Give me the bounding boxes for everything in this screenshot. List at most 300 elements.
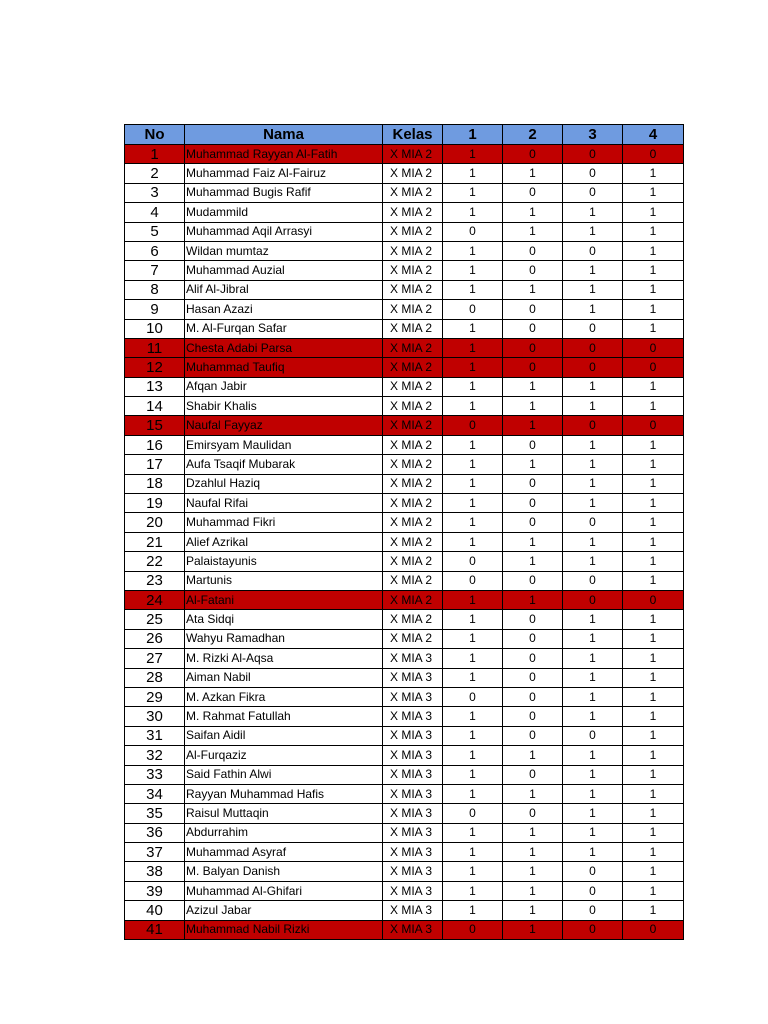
score-cell-4: 1 xyxy=(623,707,684,726)
score-cell-4: 1 xyxy=(623,765,684,784)
student-class: X MIA 2 xyxy=(383,590,443,609)
score-cell-4: 1 xyxy=(623,319,684,338)
student-name: M. Balyan Danish xyxy=(185,862,383,881)
row-number: 32 xyxy=(125,746,185,765)
student-class: X MIA 3 xyxy=(383,649,443,668)
score-cell-4: 0 xyxy=(623,358,684,377)
table-header xyxy=(125,125,684,145)
score-cell-4: 1 xyxy=(623,649,684,668)
table-row xyxy=(125,397,684,416)
table-row xyxy=(125,784,684,803)
student-name: Dzahlul Haziq xyxy=(185,474,383,493)
score-cell-1: 1 xyxy=(443,338,503,357)
score-cell-4: 1 xyxy=(623,881,684,900)
student-class: X MIA 3 xyxy=(383,901,443,920)
row-number: 25 xyxy=(125,610,185,629)
student-name: Palaistayunis xyxy=(185,552,383,571)
score-cell-3: 1 xyxy=(563,707,623,726)
score-cell-1: 1 xyxy=(443,183,503,202)
score-cell-1: 1 xyxy=(443,455,503,474)
score-cell-4: 0 xyxy=(623,590,684,609)
score-cell-2: 0 xyxy=(503,358,563,377)
student-class: X MIA 3 xyxy=(383,804,443,823)
table-row xyxy=(125,901,684,920)
student-name: Al-Furqaziz xyxy=(185,746,383,765)
score-cell-3: 1 xyxy=(563,668,623,687)
table-row xyxy=(125,358,684,377)
score-cell-3: 0 xyxy=(563,338,623,357)
score-cell-4: 1 xyxy=(623,494,684,513)
row-number: 38 xyxy=(125,862,185,881)
score-cell-1: 1 xyxy=(443,164,503,183)
score-cell-2: 1 xyxy=(503,397,563,416)
table-row xyxy=(125,823,684,842)
score-cell-1: 1 xyxy=(443,843,503,862)
score-cell-4: 1 xyxy=(623,261,684,280)
score-cell-3: 1 xyxy=(563,494,623,513)
score-cell-4: 1 xyxy=(623,726,684,745)
score-cell-4: 1 xyxy=(623,183,684,202)
score-cell-2: 0 xyxy=(503,145,563,164)
score-cell-1: 1 xyxy=(443,474,503,493)
score-cell-1: 0 xyxy=(443,416,503,435)
student-class: X MIA 2 xyxy=(383,532,443,551)
score-cell-4: 1 xyxy=(623,687,684,706)
score-cell-3: 1 xyxy=(563,280,623,299)
score-cell-4: 1 xyxy=(623,571,684,590)
student-class: X MIA 2 xyxy=(383,513,443,532)
score-cell-4: 1 xyxy=(623,222,684,241)
score-cell-3: 1 xyxy=(563,377,623,396)
student-name: Wahyu Ramadhan xyxy=(185,629,383,648)
score-cell-4: 1 xyxy=(623,455,684,474)
score-cell-2: 1 xyxy=(503,823,563,842)
table-row xyxy=(125,164,684,183)
student-name: Muhammad Nabil Rizki xyxy=(185,920,383,939)
table-row xyxy=(125,765,684,784)
row-number: 4 xyxy=(125,203,185,222)
score-cell-1: 1 xyxy=(443,668,503,687)
score-cell-1: 1 xyxy=(443,319,503,338)
score-cell-3: 1 xyxy=(563,532,623,551)
student-name: Rayyan Muhammad Hafis xyxy=(185,784,383,803)
student-name: Muhammad Bugis Rafif xyxy=(185,183,383,202)
score-cell-1: 0 xyxy=(443,300,503,319)
score-cell-3: 1 xyxy=(563,435,623,454)
score-cell-2: 0 xyxy=(503,668,563,687)
score-cell-1: 0 xyxy=(443,687,503,706)
row-number: 7 xyxy=(125,261,185,280)
student-class: X MIA 3 xyxy=(383,668,443,687)
student-class: X MIA 2 xyxy=(383,280,443,299)
row-number: 27 xyxy=(125,649,185,668)
table-row xyxy=(125,435,684,454)
score-cell-2: 0 xyxy=(503,707,563,726)
header-col-1: 1 xyxy=(443,125,503,145)
header-kelas: Kelas xyxy=(383,125,443,145)
student-name: Aiman Nabil xyxy=(185,668,383,687)
table-row xyxy=(125,571,684,590)
table-row xyxy=(125,804,684,823)
student-name: Mudammild xyxy=(185,203,383,222)
header-row xyxy=(125,125,684,145)
table-row xyxy=(125,552,684,571)
score-cell-4: 1 xyxy=(623,397,684,416)
student-name: M. Al-Furqan Safar xyxy=(185,319,383,338)
table-row xyxy=(125,338,684,357)
score-cell-3: 0 xyxy=(563,358,623,377)
row-number: 31 xyxy=(125,726,185,745)
student-class: X MIA 2 xyxy=(383,377,443,396)
student-class: X MIA 3 xyxy=(383,726,443,745)
table-row xyxy=(125,687,684,706)
student-class: X MIA 2 xyxy=(383,474,443,493)
score-cell-3: 1 xyxy=(563,203,623,222)
student-class: X MIA 2 xyxy=(383,338,443,357)
student-class: X MIA 2 xyxy=(383,203,443,222)
table-row xyxy=(125,726,684,745)
score-cell-2: 1 xyxy=(503,455,563,474)
score-cell-2: 0 xyxy=(503,513,563,532)
score-cell-1: 1 xyxy=(443,397,503,416)
table-row xyxy=(125,862,684,881)
score-cell-3: 0 xyxy=(563,726,623,745)
student-class: X MIA 2 xyxy=(383,629,443,648)
score-cell-2: 1 xyxy=(503,881,563,900)
row-number: 30 xyxy=(125,707,185,726)
score-cell-2: 0 xyxy=(503,183,563,202)
student-name: Naufal Rifai xyxy=(185,494,383,513)
score-cell-1: 1 xyxy=(443,629,503,648)
student-name: Said Fathin Alwi xyxy=(185,765,383,784)
student-class: X MIA 3 xyxy=(383,784,443,803)
student-score-table xyxy=(124,124,684,940)
score-cell-2: 0 xyxy=(503,726,563,745)
table-row xyxy=(125,590,684,609)
student-name: M. Azkan Fikra xyxy=(185,687,383,706)
header-col-4: 4 xyxy=(623,125,684,145)
student-class: X MIA 2 xyxy=(383,164,443,183)
score-cell-2: 1 xyxy=(503,164,563,183)
score-cell-2: 1 xyxy=(503,552,563,571)
score-cell-1: 1 xyxy=(443,377,503,396)
table-row xyxy=(125,241,684,260)
score-cell-1: 1 xyxy=(443,862,503,881)
score-cell-3: 1 xyxy=(563,474,623,493)
score-cell-1: 1 xyxy=(443,707,503,726)
student-name: Muhammad Rayyan Al-Fatih xyxy=(185,145,383,164)
table-row xyxy=(125,474,684,493)
score-cell-3: 1 xyxy=(563,784,623,803)
score-cell-1: 1 xyxy=(443,726,503,745)
score-cell-4: 1 xyxy=(623,843,684,862)
row-number: 17 xyxy=(125,455,185,474)
student-name: Wildan mumtaz xyxy=(185,241,383,260)
student-class: X MIA 3 xyxy=(383,687,443,706)
score-cell-4: 1 xyxy=(623,862,684,881)
student-class: X MIA 2 xyxy=(383,610,443,629)
score-cell-3: 0 xyxy=(563,183,623,202)
score-cell-3: 1 xyxy=(563,610,623,629)
student-class: X MIA 2 xyxy=(383,222,443,241)
score-cell-2: 1 xyxy=(503,222,563,241)
student-name: Shabir Khalis xyxy=(185,397,383,416)
student-name: Raisul Muttaqin xyxy=(185,804,383,823)
score-cell-1: 1 xyxy=(443,261,503,280)
score-cell-2: 0 xyxy=(503,435,563,454)
row-number: 26 xyxy=(125,629,185,648)
score-cell-2: 1 xyxy=(503,862,563,881)
score-cell-3: 0 xyxy=(563,901,623,920)
score-cell-4: 1 xyxy=(623,474,684,493)
row-number: 41 xyxy=(125,920,185,939)
student-class: X MIA 2 xyxy=(383,397,443,416)
score-cell-3: 1 xyxy=(563,300,623,319)
score-cell-3: 0 xyxy=(563,571,623,590)
score-cell-3: 1 xyxy=(563,649,623,668)
student-name: M. Rahmat Fatullah xyxy=(185,707,383,726)
score-cell-4: 1 xyxy=(623,629,684,648)
score-cell-4: 1 xyxy=(623,203,684,222)
student-class: X MIA 2 xyxy=(383,455,443,474)
score-cell-1: 1 xyxy=(443,784,503,803)
table-row xyxy=(125,668,684,687)
table-row xyxy=(125,532,684,551)
table-row xyxy=(125,746,684,765)
row-number: 33 xyxy=(125,765,185,784)
student-name: Alief Azrikal xyxy=(185,532,383,551)
header-col-2: 2 xyxy=(503,125,563,145)
row-number: 39 xyxy=(125,881,185,900)
header-no: No xyxy=(125,125,185,145)
table-row xyxy=(125,377,684,396)
score-cell-3: 1 xyxy=(563,823,623,842)
score-cell-4: 1 xyxy=(623,300,684,319)
score-cell-2: 1 xyxy=(503,377,563,396)
score-cell-2: 1 xyxy=(503,532,563,551)
score-cell-4: 1 xyxy=(623,823,684,842)
score-cell-1: 1 xyxy=(443,610,503,629)
row-number: 5 xyxy=(125,222,185,241)
score-cell-3: 1 xyxy=(563,629,623,648)
row-number: 37 xyxy=(125,843,185,862)
table-row xyxy=(125,920,684,939)
score-cell-4: 1 xyxy=(623,377,684,396)
row-number: 1 xyxy=(125,145,185,164)
score-cell-4: 1 xyxy=(623,746,684,765)
row-number: 23 xyxy=(125,571,185,590)
score-cell-1: 1 xyxy=(443,901,503,920)
score-cell-2: 0 xyxy=(503,610,563,629)
score-cell-4: 1 xyxy=(623,532,684,551)
row-number: 2 xyxy=(125,164,185,183)
table-row xyxy=(125,300,684,319)
score-cell-1: 0 xyxy=(443,552,503,571)
score-cell-1: 1 xyxy=(443,513,503,532)
score-cell-2: 1 xyxy=(503,920,563,939)
student-name: Martunis xyxy=(185,571,383,590)
student-name: Muhammad Fikri xyxy=(185,513,383,532)
row-number: 10 xyxy=(125,319,185,338)
table-row xyxy=(125,455,684,474)
score-cell-3: 0 xyxy=(563,319,623,338)
score-cell-4: 1 xyxy=(623,610,684,629)
score-cell-2: 0 xyxy=(503,338,563,357)
student-name: Emirsyam Maulidan xyxy=(185,435,383,454)
score-cell-4: 0 xyxy=(623,416,684,435)
score-cell-1: 1 xyxy=(443,435,503,454)
score-cell-3: 0 xyxy=(563,881,623,900)
score-cell-2: 1 xyxy=(503,901,563,920)
score-cell-1: 1 xyxy=(443,765,503,784)
student-class: X MIA 2 xyxy=(383,358,443,377)
score-cell-4: 1 xyxy=(623,804,684,823)
student-name: Azizul Jabar xyxy=(185,901,383,920)
score-cell-1: 1 xyxy=(443,532,503,551)
row-number: 12 xyxy=(125,358,185,377)
score-cell-3: 1 xyxy=(563,804,623,823)
row-number: 6 xyxy=(125,241,185,260)
score-cell-2: 0 xyxy=(503,571,563,590)
score-cell-3: 0 xyxy=(563,590,623,609)
header-col-3: 3 xyxy=(563,125,623,145)
student-class: X MIA 3 xyxy=(383,920,443,939)
score-cell-3: 1 xyxy=(563,397,623,416)
score-cell-1: 0 xyxy=(443,222,503,241)
score-cell-2: 0 xyxy=(503,241,563,260)
student-name: Muhammad Asyraf xyxy=(185,843,383,862)
score-cell-4: 1 xyxy=(623,164,684,183)
score-cell-4: 1 xyxy=(623,901,684,920)
student-name: Aufa Tsaqif Mubarak xyxy=(185,455,383,474)
score-cell-1: 1 xyxy=(443,590,503,609)
score-cell-3: 1 xyxy=(563,746,623,765)
student-class: X MIA 2 xyxy=(383,183,443,202)
table-row xyxy=(125,881,684,900)
score-cell-2: 1 xyxy=(503,746,563,765)
score-cell-2: 0 xyxy=(503,319,563,338)
student-name: M. Rizki Al-Aqsa xyxy=(185,649,383,668)
row-number: 36 xyxy=(125,823,185,842)
student-name: Ata Sidqi xyxy=(185,610,383,629)
score-cell-4: 1 xyxy=(623,784,684,803)
student-class: X MIA 2 xyxy=(383,145,443,164)
table-row xyxy=(125,494,684,513)
score-cell-3: 0 xyxy=(563,920,623,939)
score-cell-3: 0 xyxy=(563,416,623,435)
row-number: 21 xyxy=(125,532,185,551)
score-cell-2: 0 xyxy=(503,261,563,280)
score-cell-4: 1 xyxy=(623,668,684,687)
score-cell-2: 0 xyxy=(503,687,563,706)
score-cell-3: 0 xyxy=(563,862,623,881)
score-cell-2: 0 xyxy=(503,494,563,513)
table-row xyxy=(125,222,684,241)
score-cell-4: 1 xyxy=(623,280,684,299)
table-row xyxy=(125,261,684,280)
score-cell-4: 1 xyxy=(623,513,684,532)
score-cell-1: 1 xyxy=(443,494,503,513)
table-row xyxy=(125,416,684,435)
score-cell-3: 0 xyxy=(563,241,623,260)
row-number: 29 xyxy=(125,687,185,706)
student-class: X MIA 2 xyxy=(383,571,443,590)
row-number: 14 xyxy=(125,397,185,416)
student-class: X MIA 3 xyxy=(383,765,443,784)
score-cell-1: 1 xyxy=(443,203,503,222)
score-cell-3: 1 xyxy=(563,765,623,784)
score-cell-1: 0 xyxy=(443,804,503,823)
score-cell-3: 1 xyxy=(563,222,623,241)
table-row xyxy=(125,649,684,668)
student-name: Al-Fatani xyxy=(185,590,383,609)
table-row xyxy=(125,203,684,222)
table-row xyxy=(125,610,684,629)
score-cell-2: 1 xyxy=(503,203,563,222)
score-cell-2: 1 xyxy=(503,784,563,803)
student-class: X MIA 3 xyxy=(383,823,443,842)
row-number: 11 xyxy=(125,338,185,357)
score-cell-1: 0 xyxy=(443,920,503,939)
score-cell-1: 1 xyxy=(443,358,503,377)
score-cell-2: 0 xyxy=(503,765,563,784)
row-number: 35 xyxy=(125,804,185,823)
score-cell-3: 1 xyxy=(563,552,623,571)
student-name: Hasan Azazi xyxy=(185,300,383,319)
table-row xyxy=(125,319,684,338)
score-cell-1: 1 xyxy=(443,746,503,765)
student-class: X MIA 3 xyxy=(383,707,443,726)
student-class: X MIA 2 xyxy=(383,552,443,571)
row-number: 28 xyxy=(125,668,185,687)
score-cell-2: 1 xyxy=(503,280,563,299)
row-number: 15 xyxy=(125,416,185,435)
row-number: 13 xyxy=(125,377,185,396)
row-number: 24 xyxy=(125,590,185,609)
row-number: 22 xyxy=(125,552,185,571)
student-class: X MIA 2 xyxy=(383,241,443,260)
student-class: X MIA 2 xyxy=(383,319,443,338)
score-cell-3: 0 xyxy=(563,164,623,183)
student-name: Muhammad Taufiq xyxy=(185,358,383,377)
score-cell-2: 1 xyxy=(503,843,563,862)
score-cell-1: 1 xyxy=(443,649,503,668)
score-cell-3: 1 xyxy=(563,843,623,862)
student-class: X MIA 3 xyxy=(383,746,443,765)
score-cell-4: 1 xyxy=(623,435,684,454)
student-name: Muhammad Aqil Arrasyi xyxy=(185,222,383,241)
score-cell-4: 0 xyxy=(623,920,684,939)
row-number: 19 xyxy=(125,494,185,513)
score-cell-2: 0 xyxy=(503,300,563,319)
student-class: X MIA 3 xyxy=(383,881,443,900)
table-row xyxy=(125,629,684,648)
score-cell-1: 0 xyxy=(443,571,503,590)
student-class: X MIA 2 xyxy=(383,416,443,435)
score-cell-2: 1 xyxy=(503,416,563,435)
score-cell-1: 1 xyxy=(443,145,503,164)
score-cell-4: 0 xyxy=(623,145,684,164)
header-nama: Nama xyxy=(185,125,383,145)
student-name: Abdurrahim xyxy=(185,823,383,842)
score-cell-3: 0 xyxy=(563,513,623,532)
student-name: Naufal Fayyaz xyxy=(185,416,383,435)
score-cell-3: 1 xyxy=(563,687,623,706)
table-body xyxy=(125,145,684,940)
student-class: X MIA 2 xyxy=(383,494,443,513)
student-class: X MIA 2 xyxy=(383,300,443,319)
student-class: X MIA 2 xyxy=(383,435,443,454)
